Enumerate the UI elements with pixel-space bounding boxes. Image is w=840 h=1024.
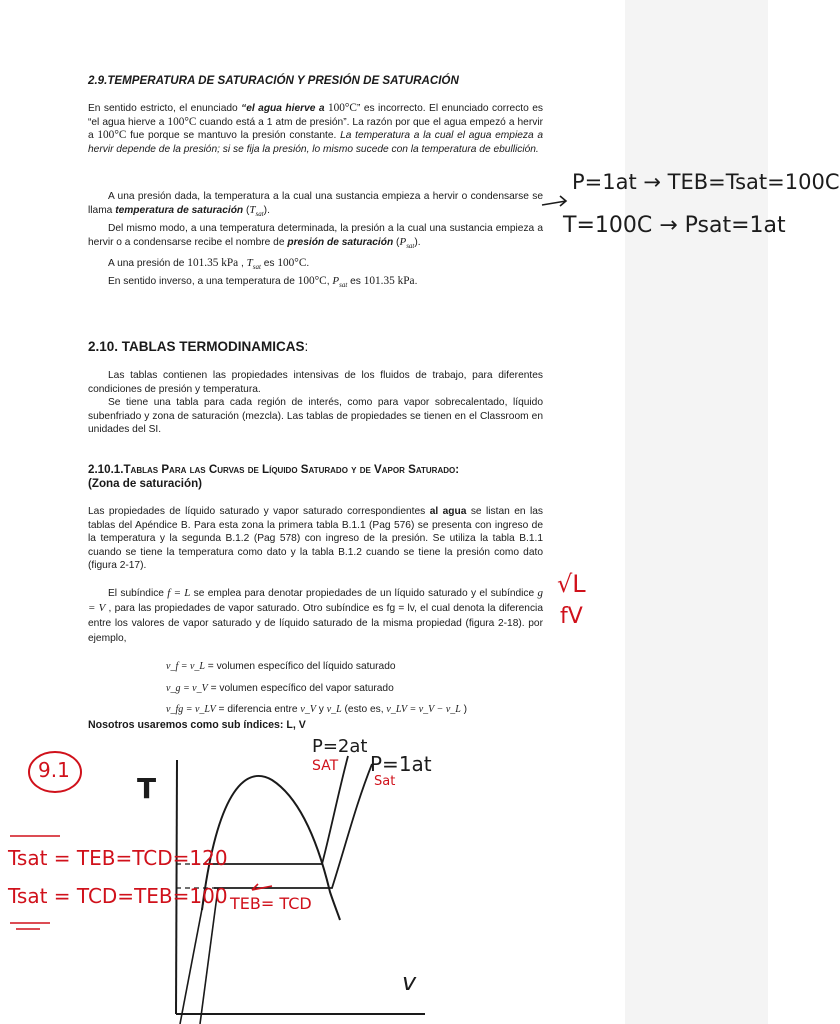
section-2-10-1-paragraph-1: Las propiedades de líquido saturado y vapor saturado correspondientes al agua se listan en las tablas del Apéndice B. Para esta zona la primera tabla B.1.1 (Pag 576) se presenta con ingreso de la temperatura y la segunda B.1.2 (Pag 578) con ingreso de la presión. Se utiliza la tabla B.1.1 cuando se tiene la temperatura como dato y la tabla B.1.2 cuando se tiene la presión como dato (figura 2-17). bbox=[88, 506, 543, 571]
isobar-1at bbox=[214, 764, 372, 888]
section-2-10-title: 2.10. TABLAS TERMODINAMICAS: bbox=[88, 339, 309, 354]
equation-vf: v_f = v_L = volumen específico del líquido saturado bbox=[166, 661, 396, 672]
arrow-icon bbox=[540, 193, 570, 213]
section-2-9-line-5: En sentido inverso, a una temperatura de 100°C, $P_{sat}$ es 101.35 kPa. bbox=[108, 275, 418, 290]
handwritten-p-1at: P=1at bbox=[370, 752, 432, 776]
handwritten-note-p-1at: P=1at → TEB=Tsat=100C bbox=[572, 170, 840, 194]
handwritten-tsat-120: Tsat = TEB=TCD=120 bbox=[8, 846, 228, 870]
underline-tsat-2 bbox=[10, 923, 50, 929]
handwritten-sat-1: SAT bbox=[312, 758, 339, 774]
handwritten-teb-tcd: TEB= TCD bbox=[230, 894, 312, 913]
handwritten-circle-label: 9.1 bbox=[38, 758, 70, 782]
arrow-icon bbox=[252, 884, 272, 890]
handwritten-tsat-100: Tsat = TCD=TEB=100 bbox=[8, 884, 228, 908]
section-2-10-paragraph-1: Las tablas contienen las propiedades intensivas de los fluidos de trabajo, para diferentes condiciones de presión y temperatura. bbox=[88, 370, 543, 395]
handwritten-fv: fV bbox=[560, 604, 583, 629]
handwritten-vl: √L bbox=[557, 570, 586, 598]
section-2-9-paragraph-1: En sentido estricto, el enunciado “el agua hierve a 100°C” es incorrecto. El enunciado correcto es “el agua hierve a 100°C cuando está a 1 atm de presión”. La razón por que el agua empezó a hervir a 100°C fue porque se mantuvo la presión constante. La temperatura a la cual el agua empieza a hervir depende de la presión; si se fija la presión, lo mismo sucede con la temperatura de ebullición. bbox=[88, 102, 544, 155]
equation-vfg: v_fg = v_LV = diferencia entre v_V y v_L (esto es, v_LV = v_V − v_L ) bbox=[166, 704, 468, 715]
equation-vg: v_g = v_V = volumen específico del vapor saturado bbox=[166, 683, 394, 694]
axis-label-v: v bbox=[402, 968, 417, 996]
section-2-9-title: 2.9.TEMPERATURA DE SATURACIÓN Y PRESIÓN DE SATURACIÓN bbox=[88, 74, 459, 87]
handwritten-sat-2: Sat bbox=[374, 774, 396, 789]
section-2-10-1-title: 2.10.1.Tablas Para las Curvas de Líquido Saturado y de Vapor Saturado: (Zona de saturación) bbox=[88, 463, 460, 490]
section-2-9-paragraph-3: Del mismo modo, a una temperatura determinada, la presión a la cual una sustancia empieza a hervir o a condensarse recibe el nombre de presión de saturación $(P_{sat})$. bbox=[88, 223, 543, 250]
section-2-10-1-paragraph-2: El subíndice f = L se emplea para denotar propiedades de un líquido saturado y el subíndice g = V , para las propiedades de vapor saturado. Otro subíndice es fg = lv, el cual denota la diferencia entre los valores de vapor saturado y de líquido saturado de la misma propiedad (figura 2-18). por ejemplo, bbox=[88, 587, 543, 644]
subscript-note: Nosotros usaremos como sub índices: L, V bbox=[88, 719, 306, 731]
handwritten-note-t-100c: T=100C → Psat=1at bbox=[563, 213, 786, 238]
section-2-9-line-4: A una presión de 101.35 kPa , $T_{sat}$ es 100°C. bbox=[108, 257, 310, 272]
section-2-9-paragraph-2: A una presión dada, la temperatura a la cual una sustancia empieza a hervir o condensarse se llama temperatura de saturación $(T_{sat})$. bbox=[88, 191, 543, 218]
section-2-10-paragraph-2: Se tiene una tabla para cada región de interés, como para vapor sobrecalentado, líquido subenfriado y zona de saturación (mezcla). Las tablas de propiedades se tienen en el Classroom en unidades del SI. bbox=[88, 397, 543, 435]
handwritten-p-2at: P=2at bbox=[312, 736, 368, 757]
axis-label-t: T bbox=[137, 772, 157, 805]
